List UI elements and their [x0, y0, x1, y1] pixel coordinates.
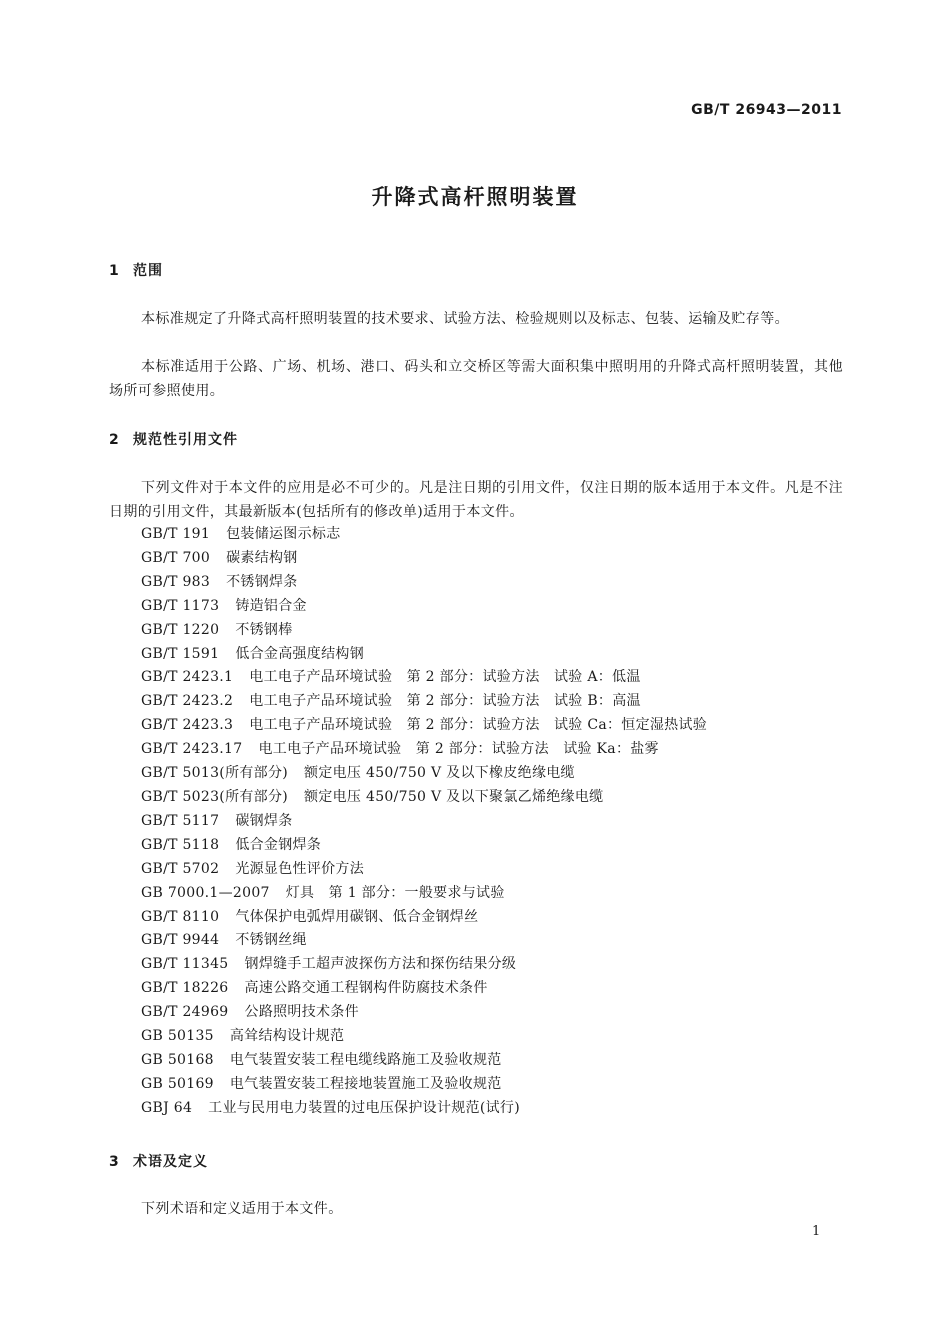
reference-item	[141, 906, 707, 930]
reference-code: GB/T 2423.17	[141, 741, 243, 758]
reference-item	[141, 1097, 707, 1121]
document-title: 升降式高杆照明装置	[371, 185, 579, 209]
reference-title: 电工电子产品环境试验 第 2 部分：试验方法 试验 Ca：恒定湿热试验	[249, 717, 708, 734]
reference-title: 高速公路交通工程钢构件防腐技术条件	[244, 980, 488, 997]
terms-intro: 下列术语和定义适用于本文件。	[141, 1201, 343, 1217]
reference-code: GB/T 8110	[141, 908, 220, 925]
reference-code: GB/T 5117	[141, 812, 220, 829]
reference-item	[141, 1073, 707, 1097]
reference-code: GB/T 24969	[141, 1004, 229, 1021]
reference-code: GB/T 5023(所有部分)	[141, 788, 289, 805]
reference-title: 电气装置安装工程电缆线路施工及验收规范	[229, 1051, 502, 1068]
reference-title: 碳钢焊条	[235, 812, 293, 829]
reference-item	[141, 953, 707, 977]
reference-code: GB/T 5118	[141, 836, 220, 853]
reference-code: GB/T 18226	[141, 980, 229, 997]
reference-title: 低合金钢焊条	[235, 836, 322, 853]
reference-item	[141, 1025, 707, 1049]
reference-title: 电工电子产品环境试验 第 2 部分：试验方法 试验 A：低温	[249, 669, 641, 686]
reference-title: 光源显色性评价方法	[235, 860, 365, 877]
reference-title: 工业与民用电力装置的过电压保护设计规范(试行)	[208, 1099, 520, 1116]
reference-item	[141, 595, 707, 619]
reference-item	[141, 643, 707, 667]
section-1-number: 1	[109, 263, 120, 279]
reference-code: GB/T 9944	[141, 932, 220, 949]
reference-item	[141, 834, 707, 858]
section-3-number: 3	[109, 1154, 120, 1170]
reference-code: GB/T 983	[141, 573, 211, 590]
reference-item	[141, 882, 707, 906]
reference-title: 包装储运图示标志	[226, 526, 341, 542]
reference-title: 公路照明技术条件	[244, 1004, 359, 1021]
reference-title: 电工电子产品环境试验 第 2 部分：试验方法 试验 Ka：盐雾	[258, 741, 659, 758]
reference-code: GB/T 191	[141, 526, 211, 542]
section-3-heading	[109, 1151, 208, 1171]
section-3-title: 术语及定义	[133, 1154, 208, 1170]
reference-title: 不锈钢焊条	[226, 573, 298, 590]
reference-item	[141, 666, 707, 690]
reference-code: GB/T 5702	[141, 860, 220, 877]
section-2-number: 2	[109, 432, 120, 448]
reference-title: 额定电压 450/750 V 及以下橡皮绝缘电缆	[304, 765, 575, 782]
reference-item	[141, 571, 707, 595]
section-1-title: 范围	[133, 263, 163, 279]
reference-title: 电气装置安装工程接地装置施工及验收规范	[229, 1075, 502, 1092]
reference-list	[141, 523, 707, 1121]
reference-item	[141, 619, 707, 643]
page-number: 1	[812, 1224, 821, 1239]
reference-code: GB 50169	[141, 1075, 214, 1092]
reference-code: GBJ 64	[141, 1099, 193, 1116]
reference-item	[141, 547, 707, 571]
reference-code: GB/T 700	[141, 549, 211, 566]
reference-item	[141, 690, 707, 714]
reference-code: GB 50135	[141, 1028, 214, 1045]
reference-title: 灯具 第 1 部分：一般要求与试验	[285, 884, 505, 901]
reference-code: GB/T 11345	[141, 956, 229, 973]
reference-code: GB/T 2423.3	[141, 717, 234, 734]
reference-item	[141, 523, 707, 547]
reference-item	[141, 762, 707, 786]
reference-code: GB/T 1591	[141, 645, 220, 662]
reference-code: GB/T 1220	[141, 621, 220, 638]
reference-title: 电工电子产品环境试验 第 2 部分：试验方法 试验 B：高温	[249, 693, 641, 710]
reference-item	[141, 738, 707, 762]
standard-code: GB/T 26943—2011	[691, 102, 842, 118]
reference-code: GB 50168	[141, 1051, 214, 1068]
reference-item	[141, 714, 707, 738]
reference-item	[141, 1001, 707, 1025]
reference-title: 高耸结构设计规范	[229, 1028, 345, 1045]
reference-title: 碳素结构钢	[226, 549, 298, 566]
references-intro: 下列文件对于本文件的应用是必不可少的。凡是注日期的引用文件，仅注日期的版本适用于本文件。凡是不注日期的引用文件，其最新版本(包括所有的修改单)适用于本文件。	[109, 480, 843, 520]
reference-code: GB/T 2423.2	[141, 693, 234, 710]
reference-title: 钢焊缝手工超声波探伤方法和探伤结果分级	[244, 956, 517, 973]
section-1-heading	[109, 260, 163, 280]
reference-title: 气体保护电弧焊用碳钢、低合金钢焊丝	[235, 908, 479, 925]
reference-item	[141, 1049, 707, 1073]
reference-title: 不锈钢棒	[235, 621, 293, 638]
section-2-heading	[109, 429, 238, 449]
reference-item	[141, 977, 707, 1001]
reference-item	[141, 929, 707, 953]
reference-title: 铸造铝合金	[235, 597, 307, 614]
reference-code: GB/T 2423.1	[141, 669, 234, 686]
reference-item	[141, 858, 707, 882]
reference-title: 不锈钢丝绳	[235, 932, 307, 949]
reference-code: GB/T 1173	[141, 597, 220, 614]
section-2-title: 规范性引用文件	[133, 432, 238, 448]
reference-title: 额定电压 450/750 V 及以下聚氯乙烯绝缘电缆	[304, 788, 604, 805]
reference-item	[141, 786, 707, 810]
reference-code: GB/T 5013(所有部分)	[141, 765, 289, 782]
reference-title: 低合金高强度结构钢	[235, 645, 365, 662]
scope-paragraph-1: 本标准规定了升降式高杆照明装置的技术要求、试验方法、检验规则以及标志、包装、运输及贮存等。	[141, 311, 789, 327]
reference-item	[141, 810, 707, 834]
scope-paragraph-2: 本标准适用于公路、广场、机场、港口、码头和立交桥区等需大面积集中照明用的升降式高杆照明装置，其他场所可参照使用。	[109, 359, 843, 399]
reference-code: GB 7000.1—2007	[141, 884, 270, 901]
